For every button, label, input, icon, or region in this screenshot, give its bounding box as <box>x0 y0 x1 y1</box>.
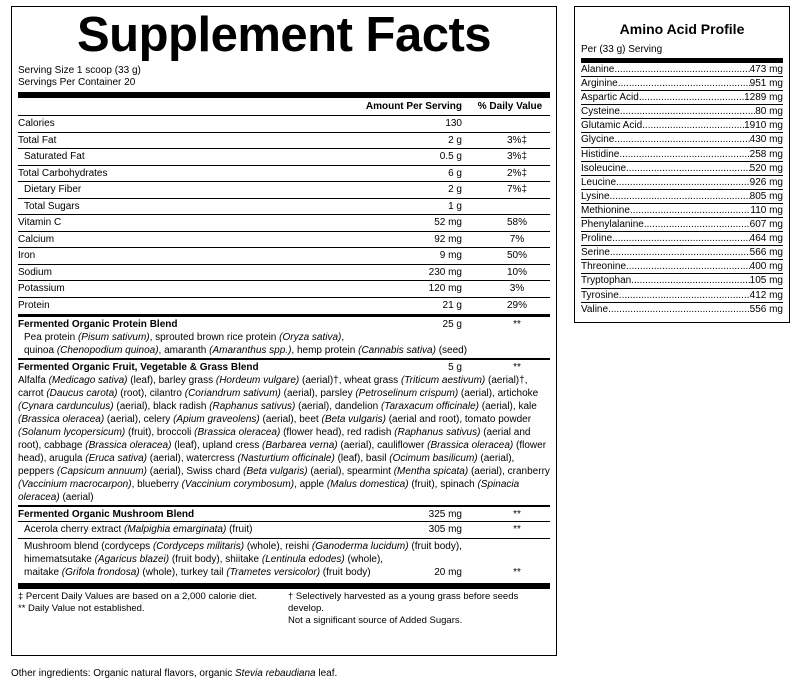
amino-name: Lysine <box>581 190 610 202</box>
dot-leader <box>619 148 749 161</box>
dot-leader <box>639 91 744 104</box>
nutrient-dv: 7%‡ <box>506 184 527 196</box>
amino-value: 110 mg <box>750 204 783 216</box>
nutrient-amount: 9 mg <box>439 250 462 262</box>
dot-leader <box>610 190 750 203</box>
amino-row <box>581 274 783 288</box>
blend-name: Fermented Organic Fruit, Vegetable & Grass Blend <box>18 362 259 373</box>
amino-name: Alanine <box>581 64 615 75</box>
amino-row <box>581 232 783 246</box>
dot-leader <box>626 260 750 273</box>
dot-leader <box>614 133 749 146</box>
amino-name: Cysteine <box>581 106 620 118</box>
amino-name: Glycine <box>581 134 615 146</box>
serving-size: Serving Size 1 scoop (33 g) <box>18 65 141 76</box>
amino-row <box>581 260 783 274</box>
nutrient-row <box>18 215 550 232</box>
nutrient-dv: 7% <box>509 233 525 245</box>
mushroom-mix-dv: ** <box>513 567 521 578</box>
nutrient-name: Dietary Fiber <box>24 184 82 196</box>
dot-leader <box>642 119 744 132</box>
nutrient-amount: 21 g <box>442 300 462 312</box>
nutrient-row <box>18 133 550 150</box>
blend-amount: 5 g <box>448 362 462 373</box>
nutrient-row <box>18 248 550 265</box>
amino-name: Valine <box>581 303 609 315</box>
mushroom-mix-row <box>18 539 550 579</box>
amino-name: Arginine <box>581 78 618 90</box>
amino-row <box>581 133 783 147</box>
amino-value: 1289 mg <box>744 92 783 104</box>
footnote-added-sugars: Not a significant source of Added Sugars. <box>288 615 463 626</box>
footnote-harvest: † Selectively harvested as a young grass before seeds develop. <box>288 591 519 614</box>
dot-leader <box>616 176 750 189</box>
dot-leader <box>626 162 750 175</box>
amino-row <box>581 176 783 190</box>
amino-row <box>581 246 783 260</box>
amino-name: Aspartic Acid <box>581 92 639 104</box>
amino-value: 464 mg <box>749 233 783 245</box>
other-ingredients: Other ingredients: Organic natural flavors, organic Stevia rebaudiana leaf. <box>11 668 338 679</box>
amino-title: Amino Acid Profile <box>619 21 745 37</box>
nutrient-dv: 3% <box>509 283 525 295</box>
amino-acid-panel <box>574 6 790 323</box>
acerola-amount: 305 mg <box>428 524 462 535</box>
nutrient-name: Saturated Fat <box>24 151 85 163</box>
amino-row <box>581 119 783 133</box>
nutrient-amount: 130 <box>445 118 462 130</box>
amino-value: 430 mg <box>749 134 783 146</box>
amino-name: Leucine <box>581 176 617 188</box>
amino-value: 1910 mg <box>744 120 783 132</box>
supplement-facts-panel <box>11 6 557 656</box>
amino-name: Isoleucine <box>581 162 627 174</box>
blend-dv: ** <box>513 319 521 330</box>
amino-name: Serine <box>581 247 610 259</box>
nutrient-amount: 6 g <box>448 167 462 179</box>
nutrient-row <box>18 149 550 166</box>
amino-value: 412 mg <box>749 289 783 301</box>
amino-name: Tyrosine <box>581 289 619 301</box>
amount-header: Amount Per Serving <box>365 101 462 112</box>
amino-row <box>581 148 783 162</box>
amino-row <box>581 105 783 119</box>
nutrient-dv: 58% <box>506 217 527 229</box>
blend-name: Fermented Organic Mushroom Blend <box>18 509 195 520</box>
nutrient-row <box>18 265 550 282</box>
amino-value: 258 mg <box>749 148 783 160</box>
dot-leader <box>631 274 749 287</box>
dot-leader <box>618 77 750 90</box>
footnote-dv-not-established: ** Daily Value not established. <box>18 603 145 614</box>
amino-row <box>581 303 783 317</box>
nutrient-row <box>18 298 550 315</box>
amino-name: Proline <box>581 233 613 245</box>
amino-value: 607 mg <box>749 219 783 231</box>
nutrient-amount: 52 mg <box>434 217 462 229</box>
amino-row <box>581 204 783 218</box>
nutrient-amount: 0.5 g <box>439 151 462 163</box>
nutrient-row <box>18 116 550 133</box>
amino-list <box>581 63 783 317</box>
nutrient-dv: 10% <box>506 266 527 278</box>
nutrient-dv: 29% <box>506 300 527 312</box>
nutrient-amount: 2 g <box>448 184 462 196</box>
amino-name: Glutamic Acid <box>581 120 643 132</box>
amino-value: 926 mg <box>749 176 783 188</box>
amino-row <box>581 289 783 303</box>
footnotes <box>18 583 550 627</box>
nutrient-amount: 92 mg <box>434 233 462 245</box>
amino-value: 805 mg <box>749 190 783 202</box>
amino-value: 520 mg <box>749 162 783 174</box>
mushroom-mix-amount: 20 mg <box>434 567 462 578</box>
nutrient-name: Protein <box>18 300 50 312</box>
amino-name: Threonine <box>581 261 627 273</box>
servings-per-container: Servings Per Container 20 <box>18 77 136 88</box>
nutrient-row <box>18 199 550 216</box>
nutrient-amount: 120 mg <box>428 283 462 295</box>
blend-dv: ** <box>513 362 521 373</box>
nutrient-list <box>18 116 550 314</box>
dot-leader <box>630 204 750 217</box>
mushroom-blend <box>18 507 550 579</box>
dot-leader <box>614 63 749 76</box>
nutrient-row <box>18 182 550 199</box>
amino-row <box>581 91 783 105</box>
nutrient-dv: 3%‡ <box>506 134 527 146</box>
nutrient-row <box>18 166 550 183</box>
dot-leader <box>610 246 750 259</box>
mushroom-mix-text: Mushroom blend (cordyceps (Cordyceps militaris) (whole), reishi (Ganoderma lucidum) (fruit body), himematsutake (Agaricus blazei) (fruit body), shiitake (Lentinula edodes) (whole), maitake (Grifola frondosa) (whole), turkey tail (Trametes versicolor) (fruit body) <box>24 541 462 578</box>
nutrient-name: Potassium <box>18 283 65 295</box>
amino-name: Phenylalanine <box>581 219 644 231</box>
nutrient-dv: 50% <box>506 250 527 262</box>
nutrient-dv: 3%‡ <box>506 151 527 163</box>
amino-value: 556 mg <box>749 303 783 315</box>
protein-blend <box>18 317 550 360</box>
amino-value: 951 mg <box>749 78 783 90</box>
nutrient-amount: 2 g <box>448 134 462 146</box>
amino-value: 473 mg <box>749 64 783 75</box>
nutrient-name: Sodium <box>18 266 52 278</box>
nutrient-amount: 1 g <box>448 200 462 212</box>
blend-amount: 25 g <box>442 319 462 330</box>
amino-row <box>581 63 783 77</box>
nutrient-name: Calories <box>18 118 55 130</box>
nutrient-name: Total Carbohydrates <box>18 167 108 179</box>
nutrient-name: Calcium <box>18 233 55 245</box>
nutrient-name: Total Fat <box>18 134 57 146</box>
nutrient-name: Total Sugars <box>24 200 80 212</box>
acerola-row <box>18 522 550 539</box>
dv-header: % Daily Value <box>477 101 543 112</box>
fruit-vegetable-grass-blend <box>18 360 550 507</box>
amino-value: 566 mg <box>749 247 783 259</box>
nutrient-row <box>18 232 550 249</box>
amino-row <box>581 162 783 176</box>
blend-name: Fermented Organic Protein Blend <box>18 319 178 330</box>
amino-row <box>581 218 783 232</box>
blend-amount: 325 mg <box>428 509 462 520</box>
amino-value: 105 mg <box>749 275 783 287</box>
acerola-dv: ** <box>513 524 521 535</box>
dot-leader <box>619 289 750 302</box>
dot-leader <box>608 303 750 317</box>
acerola-text: Acerola cherry extract (Malpighia emarginata) (fruit) <box>24 524 253 535</box>
nutrient-dv: 2%‡ <box>506 167 527 179</box>
blend-ingredients: Alfalfa (Medicago sativa) (leaf), barley grass (Hordeum vulgare) (aerial)†, wheat grass (Triticum aestivum) (aerial)†, carrot (Daucus carota) (root), cilantro (Coriandrum sativum) (aerial), parsley (Petroselinum crispum) (aerial), artichoke (Cynara cardunculus) (aerial), black radish (Raphanus sativus) (aerial), dandelion (Taraxacum officinale) (aerial), kale (Brassica oleracea) (aerial), celery (Apium graveolens) (aerial), beet (Beta vulgaris) (aerial and root), tomato powder (Solanum lycopersicum) (fruit), broccoli (Brassica oleracea) (flower head), red radish (Raphanus sativus) (aerial and root), cabbage (Brassica oleracea) (leaf), upland cress (Barbarea verna) (aerial), cauliflower (Brassica oleracea) (flower head), arugula (Eruca sativa) (aerial), watercress (Nasturtium officinale) (leaf), basil (Ocimum basilicum) (aerial), peppers (Capsicum annuum) (aerial), Swiss chard (Beta vulgaris) (aerial), spearmint (Mentha spicata) (aerial), cranberry (Vaccinium macrocarpon), blueberry (Vaccinium corymbosum), apple (Malus domestica) (fruit), spinach (Spinacia oleracea) (aerial) <box>18 375 550 503</box>
amino-serving: Per (33 g) Serving <box>581 43 783 63</box>
nutrient-name: Iron <box>18 250 36 262</box>
dot-leader <box>644 218 750 231</box>
amino-row <box>581 77 783 91</box>
nutrient-row <box>18 281 550 298</box>
blend-dv: ** <box>513 509 521 520</box>
nutrient-name: Vitamin C <box>18 217 62 229</box>
amino-value: 80 mg <box>755 106 783 118</box>
amino-name: Methionine <box>581 204 630 216</box>
nutrient-amount: 230 mg <box>428 266 462 278</box>
amino-value: 400 mg <box>749 261 783 273</box>
dot-leader <box>612 232 750 245</box>
dot-leader <box>620 105 755 118</box>
footnote-dv-basis: ‡ Percent Daily Values are based on a 2,000 calorie diet. <box>18 591 258 602</box>
panel-title: Supplement Facts <box>76 8 492 62</box>
column-header-row <box>18 98 550 116</box>
amino-name: Tryptophan <box>581 275 632 287</box>
amino-row <box>581 190 783 204</box>
blend-ingredients: Pea protein (Pisum sativum), sprouted brown rice protein (Oryza sativa), quinoa (Chenopodium quinoa), amaranth (Amaranthus spp.), hemp protein (Cannabis sativa) (seed) <box>24 332 468 356</box>
amino-name: Histidine <box>581 148 620 160</box>
